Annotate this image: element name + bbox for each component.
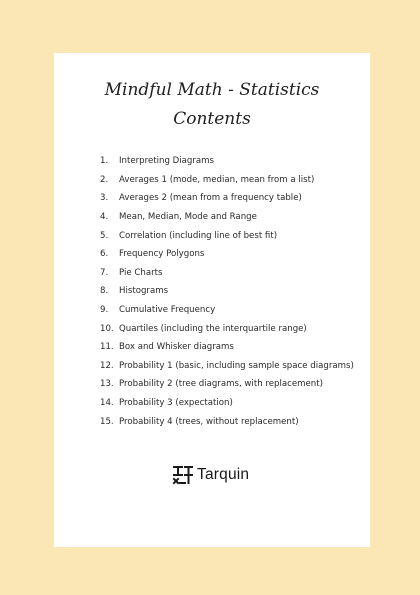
item-title: Probability 2 (tree diagrams, with replacement) bbox=[119, 379, 323, 390]
item-title: Mean, Median, Mode and Range bbox=[119, 212, 257, 223]
title-line-1: Mindful Math - Statistics bbox=[104, 80, 320, 100]
contents-list bbox=[100, 152, 354, 431]
contents-item bbox=[100, 357, 354, 376]
item-title: Interpreting Diagrams bbox=[119, 156, 215, 167]
item-title: Probability 4 (trees, without replacement) bbox=[119, 416, 299, 427]
contents-item bbox=[100, 319, 354, 338]
contents-item bbox=[100, 226, 354, 245]
item-number: 13. bbox=[100, 379, 114, 390]
item-number: 4. bbox=[100, 212, 109, 223]
contents-item bbox=[100, 171, 354, 190]
item-number: 15. bbox=[100, 416, 114, 427]
item-number: 9. bbox=[100, 305, 109, 316]
item-number: 5. bbox=[100, 230, 109, 241]
item-number: 6. bbox=[100, 249, 109, 260]
contents-item bbox=[100, 282, 354, 301]
item-number: 12. bbox=[100, 360, 114, 371]
contents-item bbox=[100, 394, 354, 413]
item-title: Cumulative Frequency bbox=[119, 305, 216, 316]
item-number: 3. bbox=[100, 193, 109, 204]
publisher-logo bbox=[172, 465, 249, 485]
contents-item bbox=[100, 264, 354, 283]
item-title: Box and Whisker diagrams bbox=[119, 342, 234, 353]
document-page bbox=[54, 53, 370, 547]
item-title: Probability 1 (basic, including sample space diagrams) bbox=[119, 360, 354, 371]
contents-item bbox=[100, 152, 354, 171]
item-title: Pie Charts bbox=[119, 267, 163, 278]
tarquin-logo-icon bbox=[172, 465, 194, 485]
item-number: 7. bbox=[100, 267, 109, 278]
item-number: 2. bbox=[100, 174, 109, 185]
item-number: 11. bbox=[100, 342, 114, 353]
item-title: Histograms bbox=[119, 286, 169, 297]
item-title: Quartiles (including the interquartile range) bbox=[119, 323, 307, 334]
contents-item bbox=[100, 208, 354, 227]
item-title: Frequency Polygons bbox=[119, 249, 205, 260]
publisher-name: Tarquin bbox=[197, 466, 250, 483]
title-line-2: Contents bbox=[173, 109, 251, 129]
contents-item bbox=[100, 301, 354, 320]
item-title: Probability 3 (expectation) bbox=[119, 398, 233, 409]
item-title: Correlation (including line of best fit) bbox=[119, 230, 278, 241]
contents-item bbox=[100, 338, 354, 357]
item-number: 8. bbox=[100, 286, 109, 297]
item-number: 10. bbox=[100, 323, 114, 334]
item-number: 1. bbox=[100, 156, 109, 167]
contents-item bbox=[100, 412, 354, 431]
item-number: 14. bbox=[100, 398, 114, 409]
item-title: Averages 2 (mean from a frequency table) bbox=[119, 193, 302, 204]
contents-item bbox=[100, 245, 354, 264]
item-title: Averages 1 (mode, median, mean from a list) bbox=[119, 174, 315, 185]
contents-item bbox=[100, 375, 354, 394]
contents-item bbox=[100, 189, 354, 208]
